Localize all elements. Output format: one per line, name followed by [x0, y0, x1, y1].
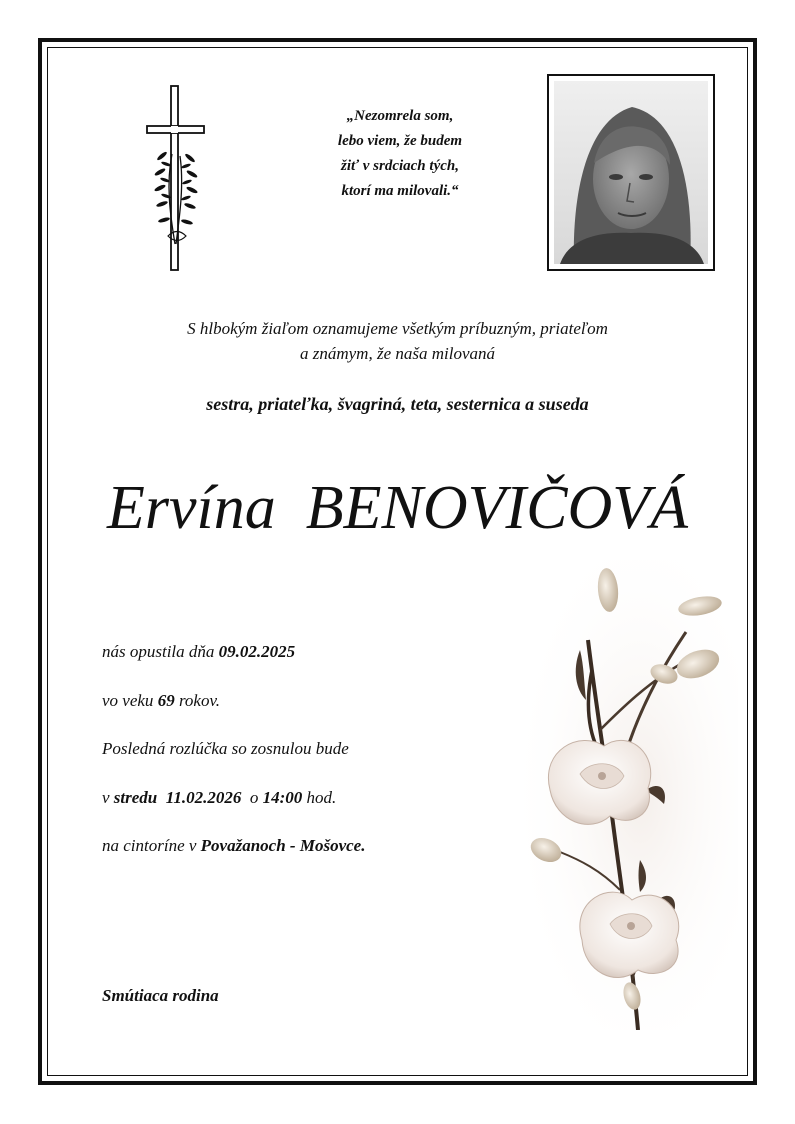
- quote-line: ktorí ma milovali.“: [341, 183, 459, 199]
- farewell-day: stredu: [113, 787, 158, 807]
- farewell-datetime-line: [102, 788, 365, 837]
- announcement-line: a známym, že naša milovaná: [299, 344, 495, 363]
- farewell-o: o: [249, 787, 259, 807]
- death-date-label: nás opustila dňa: [102, 642, 215, 661]
- signature: Smútiaca rodina: [102, 986, 219, 1005]
- farewell-intro: Posledná rozlúčka so zosnulou bude: [102, 739, 349, 758]
- place-line: [102, 836, 365, 885]
- deceased-name: [60, 468, 735, 548]
- portrait-photo: [547, 74, 715, 271]
- age-prefix: vo veku: [102, 690, 154, 710]
- quote-line: lebo viem, že budem: [337, 133, 463, 149]
- announcement-text: [80, 316, 715, 366]
- farewell-date: 11.02.2026: [165, 787, 242, 807]
- place-name: Považanoch - Mošovce.: [200, 836, 366, 855]
- quote-line: žiť v srdciach tých,: [341, 158, 459, 174]
- farewell-v: v: [102, 787, 110, 807]
- flower-decoration: [520, 560, 738, 1030]
- last-name: BENOVIČOVÁ: [305, 474, 688, 542]
- cross-icon: [140, 84, 212, 274]
- death-date: 09.02.2025: [218, 642, 296, 661]
- place-prefix: na cintoríne v: [102, 836, 197, 855]
- relations-text: sestra, priateľka, švagriná, teta, sesternica a suseda: [206, 394, 589, 414]
- funeral-details: [102, 642, 365, 885]
- farewell-time: 14:00: [262, 787, 303, 807]
- age-line: [102, 691, 365, 740]
- first-name: Ervína: [106, 474, 276, 542]
- death-date-line: [102, 642, 365, 691]
- age-suffix: rokov.: [178, 690, 221, 710]
- announcement-line: S hlbokým žiaľom oznamujeme všetkým príbuzným, priateľom: [187, 319, 608, 338]
- quote: [300, 104, 500, 204]
- age-value: 69: [157, 690, 175, 710]
- quote-line: „Nezomrela som,: [346, 108, 454, 124]
- farewell-hod: hod.: [306, 787, 337, 807]
